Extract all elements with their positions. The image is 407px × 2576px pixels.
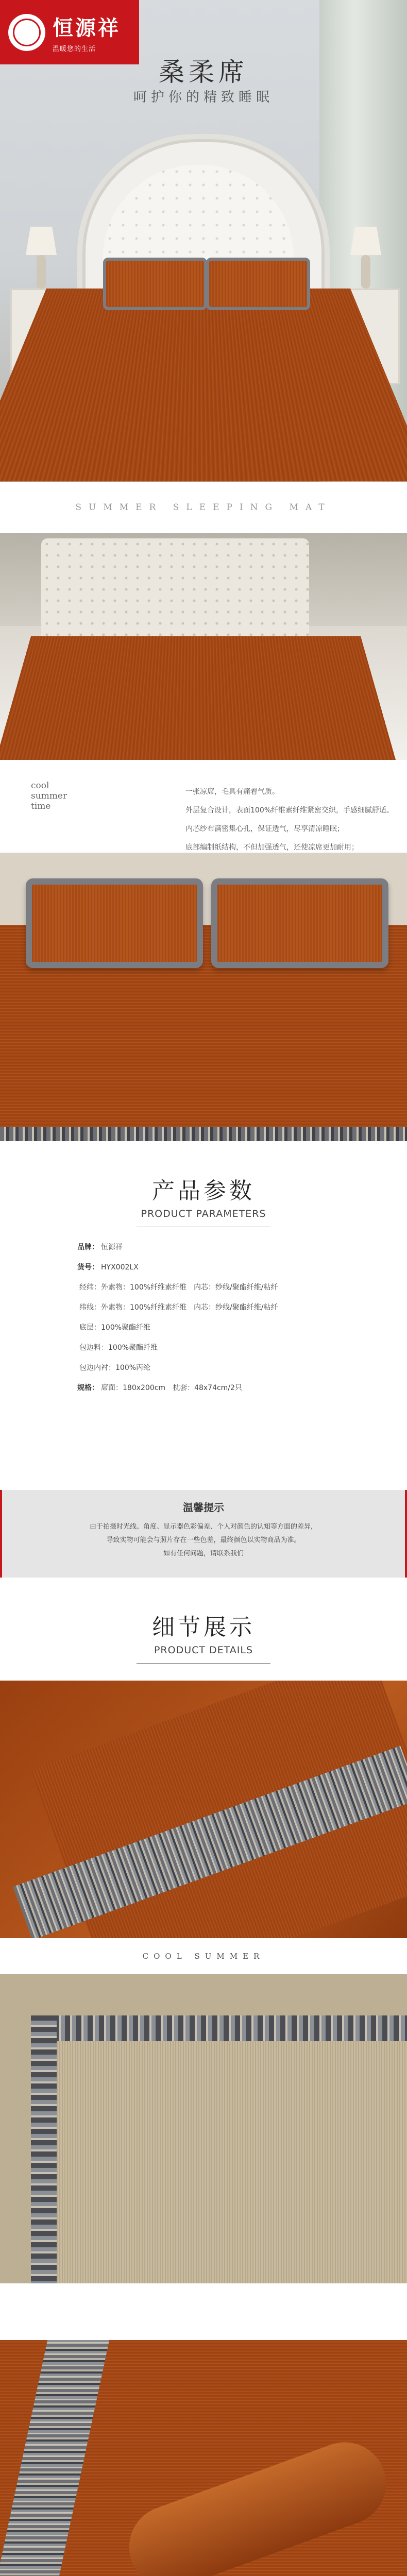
param-key: 品牌： (77, 1243, 99, 1251)
tip-line: 导致实物可能会与照片存在一些色差，最终颜色以实物商品为准。 (106, 1536, 301, 1544)
summer-sleeping-mat-text: SUMMER SLEEPING MAT (75, 502, 332, 513)
mat-surface-2 (0, 636, 403, 760)
border-left (31, 2015, 57, 2283)
tip-title: 温馨提示 (183, 1501, 224, 1514)
detail-photo-roll (0, 2340, 407, 2576)
param-value: 底层：100%聚酯纤维 (79, 1324, 151, 1332)
param-value: 纬线：外素物：100%纤维素纤维 内芯：纱线/聚酯纤维/粘纤 (79, 1303, 278, 1312)
divider (137, 1663, 270, 1664)
param-row (77, 1258, 407, 1278)
tip-line: 如有任何问题，请联系我们 (163, 1550, 244, 1557)
pillow-right (206, 258, 310, 310)
param-row (77, 1318, 407, 1338)
param-row (77, 1298, 407, 1318)
details-subtitle: PRODUCT DETAILS (154, 1645, 253, 1656)
headboard-2 (41, 538, 309, 641)
tip-line: 由于拍摄时光线、角度、显示器色彩偏差、个人对颜色的认知等方面的差异， (89, 1523, 317, 1531)
detail-photo-corner (0, 1974, 407, 2283)
params-section (0, 1141, 407, 1490)
cool-summer-text: COOL SUMMER (142, 1952, 265, 1961)
params-list (0, 1227, 407, 1490)
brand-tagline: 温暖您的生活 (53, 45, 96, 53)
intro-line: 内芯纱布满密集心孔，保证透气，尽享清凉睡眠； (185, 825, 344, 833)
details-header (0, 1578, 407, 1681)
intro-line: 底部编制纸结构，不但加强透气，还使凉席更加耐用； (185, 843, 359, 852)
hero-title: 桑柔席 (159, 57, 248, 87)
param-value: 包边内衬：100%丙纶 (79, 1364, 151, 1372)
pillow-a (26, 878, 203, 968)
intro-line: 一张凉席，毛具有痛着气质。 (185, 788, 279, 796)
tip-bar-left (0, 1490, 2, 1578)
intro-line: 外层复合设计，表面100%纤维素纤维紧密交织，手感细腻舒适。 (185, 806, 394, 815)
tip-text (0, 1520, 407, 1561)
border-top (31, 2015, 407, 2041)
pillow-mat-photo (0, 853, 407, 1141)
lamp-right (350, 227, 381, 289)
cool-word: cool (31, 781, 49, 791)
spacer (0, 2283, 407, 2340)
pillow-left (103, 258, 207, 310)
param-row (77, 1358, 407, 1378)
param-key: 货号： (77, 1263, 99, 1272)
brand-name: 恒源祥 (53, 16, 121, 40)
mat-weave (57, 2041, 407, 2283)
param-value: 恒源祥 (101, 1243, 123, 1251)
param-value: 包边料：100%聚酯纤维 (79, 1344, 158, 1352)
lamp-left (26, 227, 57, 289)
param-value: HYX002LX (101, 1263, 139, 1272)
param-row (77, 1378, 407, 1398)
params-subtitle: PRODUCT PARAMETERS (141, 1208, 266, 1219)
param-row (77, 1278, 407, 1298)
param-key: 规格： (77, 1384, 99, 1392)
intro-section (0, 760, 407, 853)
summer-word: summer (31, 791, 67, 801)
bed-photo-2 (0, 533, 407, 760)
param-value: 经纬：外素物：100%纤维素纤维 内芯：纱线/聚酯纤维/粘纤 (79, 1283, 278, 1292)
param-row (77, 1238, 407, 1258)
param-value: 席面：180x200cm 枕套：48x74cm/2只 (101, 1384, 242, 1392)
pillow-b (211, 878, 388, 968)
logo-seal-icon (8, 14, 45, 51)
tip-bar-right (405, 1490, 407, 1578)
detail-photo-pillow-edge (0, 1681, 407, 1938)
hero-bed-photo (0, 0, 407, 482)
hero-subtitle: 呵护你的精致睡眠 (133, 90, 274, 105)
time-word: time (31, 801, 51, 811)
cool-summer-time-label (31, 781, 67, 811)
warm-tip-box (0, 1490, 407, 1578)
mat-edge (0, 1127, 407, 1141)
param-row (77, 1338, 407, 1358)
params-title: 产品参数 (152, 1178, 255, 1204)
mat-surface (0, 289, 407, 482)
details-title: 细节展示 (152, 1614, 255, 1640)
